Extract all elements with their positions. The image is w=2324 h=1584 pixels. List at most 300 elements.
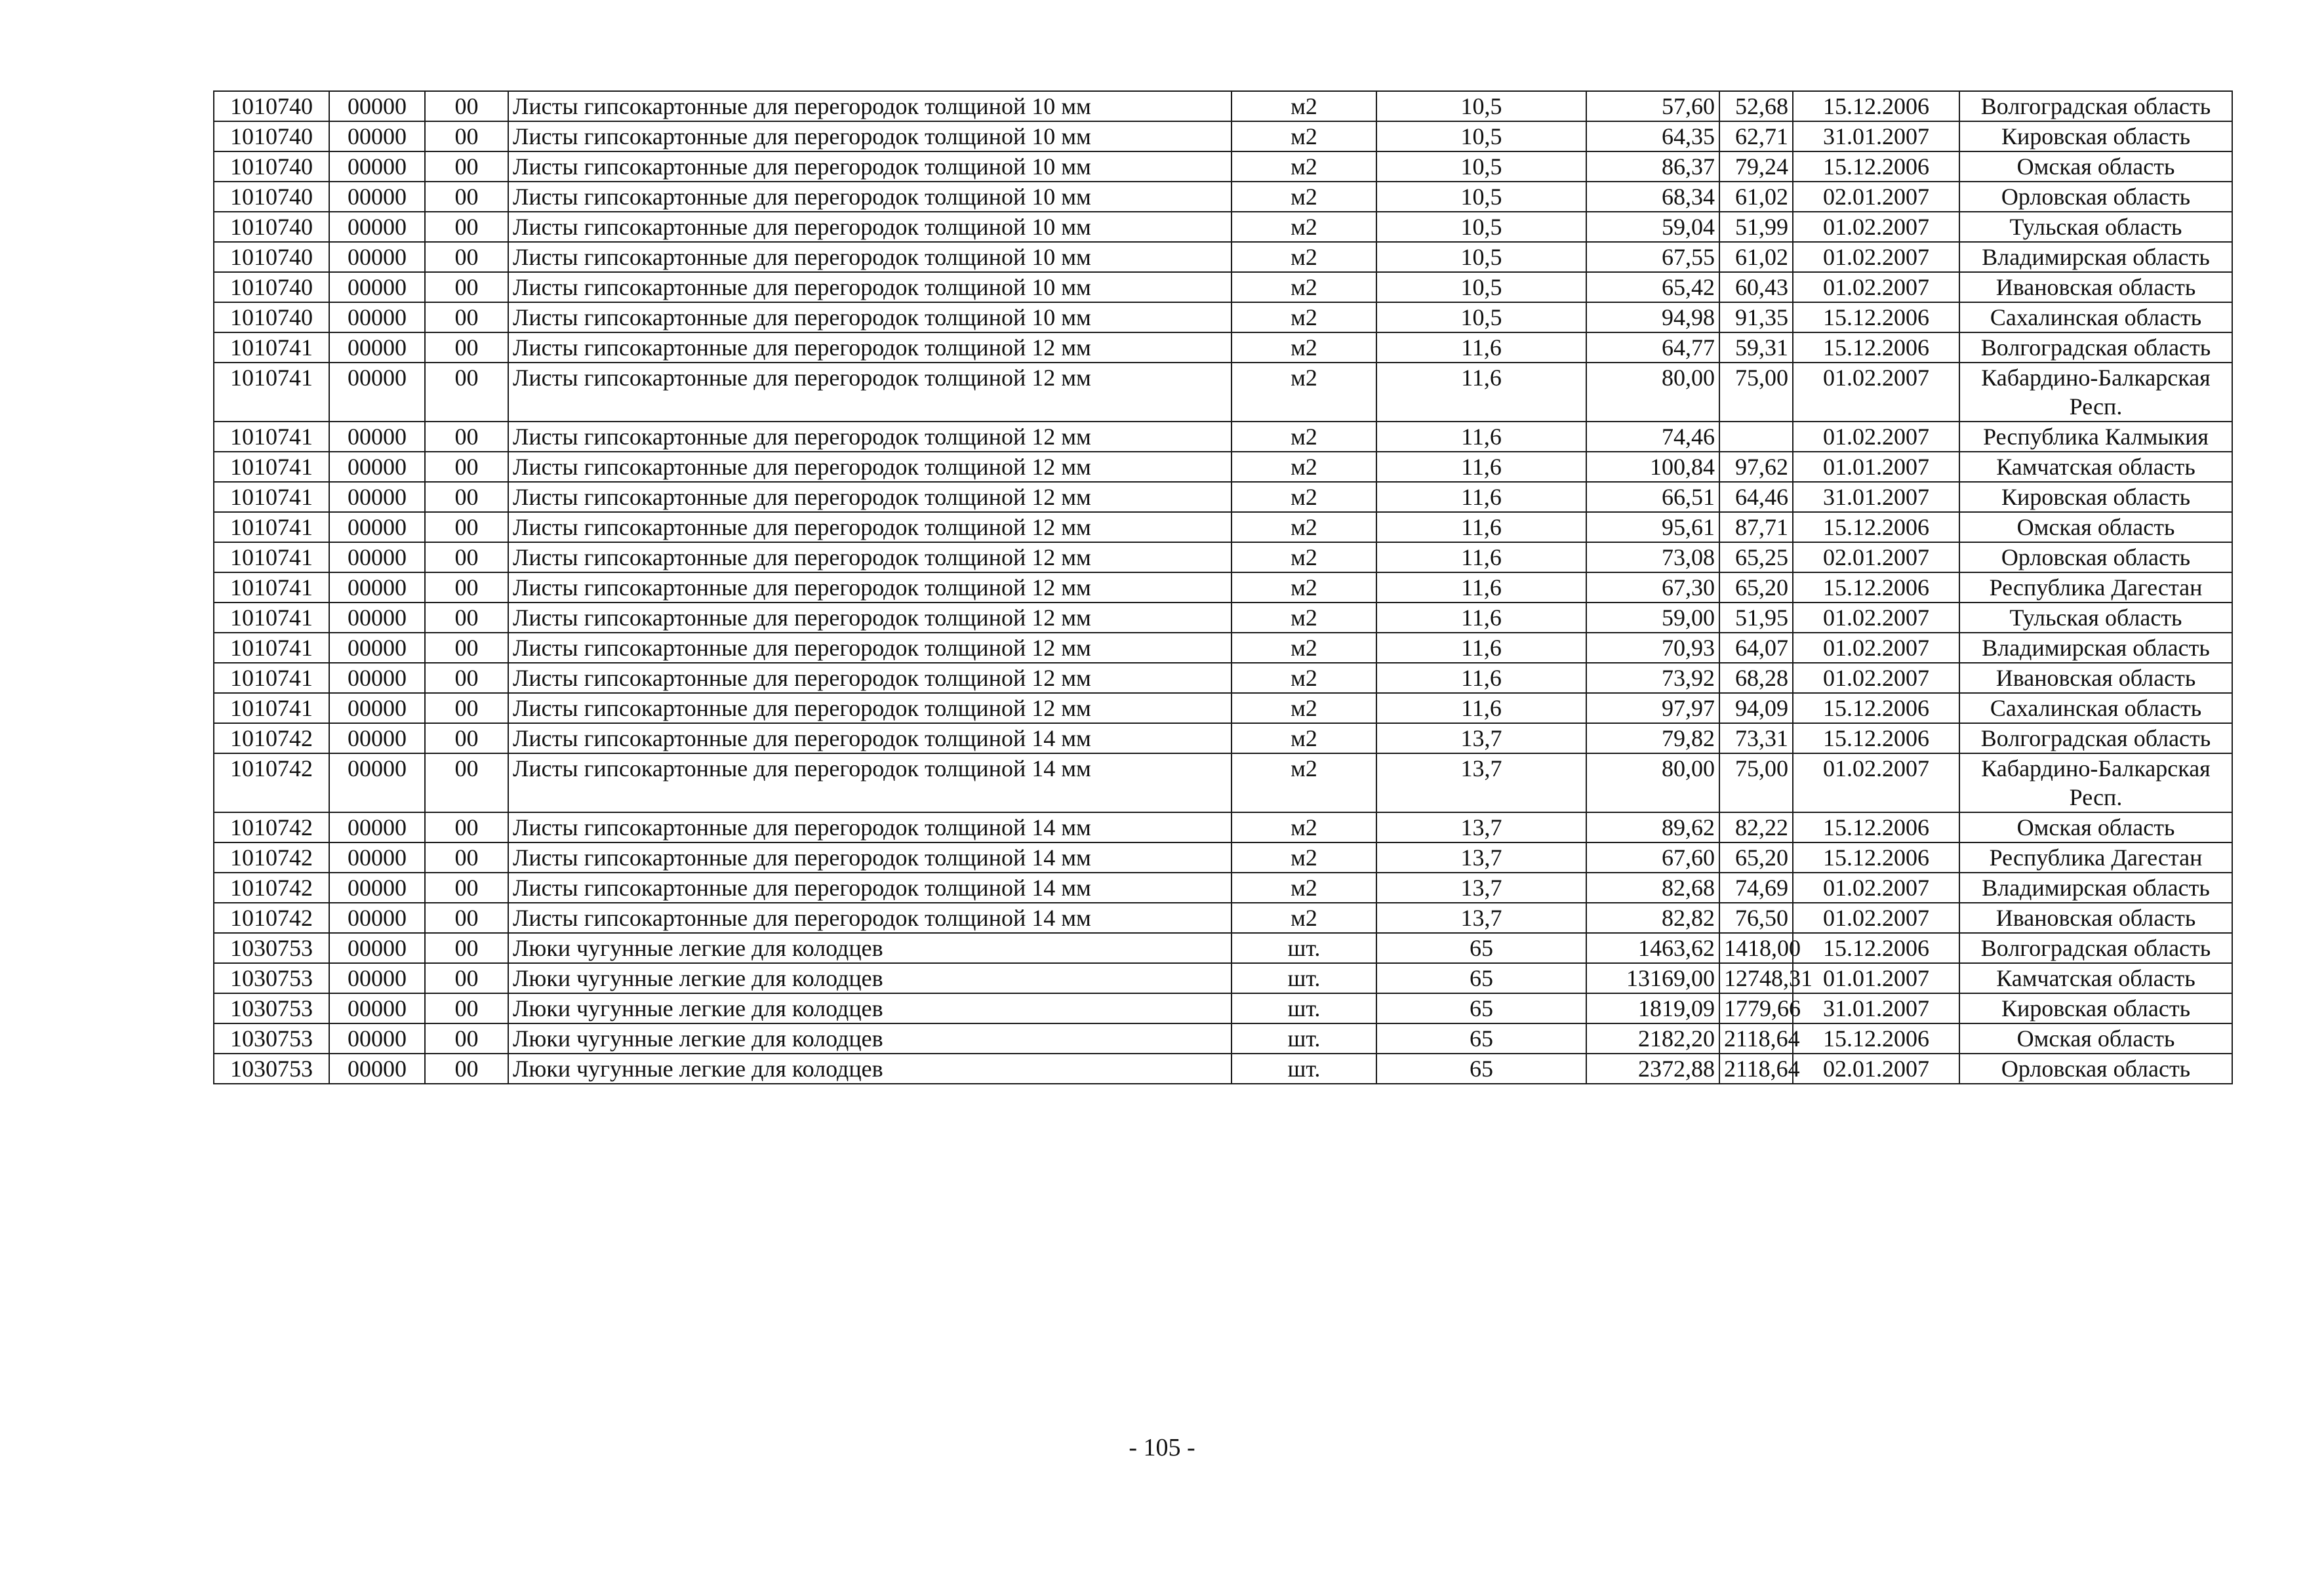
- unit-cell: м2: [1232, 542, 1376, 572]
- index-cell: 00: [425, 903, 508, 933]
- table-row: [214, 933, 2232, 963]
- table-row: [214, 212, 2232, 242]
- resource-code-cell: 1010740: [214, 212, 329, 242]
- index-cell: 00: [425, 572, 508, 603]
- resource-code-cell: 1010741: [214, 452, 329, 482]
- date-cell: 15.12.2006: [1793, 332, 1959, 363]
- name-cell: Листы гипсокартонные для перегородок толщиной 10 мм: [508, 151, 1232, 182]
- date-cell: 02.01.2007: [1793, 542, 1959, 572]
- sub-code-cell: 00000: [329, 873, 425, 903]
- sub-code-cell: 00000: [329, 903, 425, 933]
- unit-cell: м2: [1232, 723, 1376, 753]
- name-cell: Листы гипсокартонные для перегородок толщиной 10 мм: [508, 121, 1232, 151]
- name-cell: Листы гипсокартонные для перегородок толщиной 10 мм: [508, 302, 1232, 332]
- resource-code-cell: 1010741: [214, 422, 329, 452]
- table-row: [214, 151, 2232, 182]
- price-cell: 86,37: [1586, 151, 1719, 182]
- price-cell: 66,51: [1586, 482, 1719, 512]
- price-ex-vat-cell: 1779,66: [1719, 993, 1793, 1023]
- coefficient-cell: 13,7: [1376, 723, 1586, 753]
- resource-code-cell: 1030753: [214, 933, 329, 963]
- date-cell: 15.12.2006: [1793, 151, 1959, 182]
- table-row: [214, 663, 2232, 693]
- price-ex-vat-cell: 65,25: [1719, 542, 1793, 572]
- price-ex-vat-cell: 75,00: [1719, 363, 1793, 422]
- price-cell: 65,42: [1586, 272, 1719, 302]
- name-cell: Листы гипсокартонные для перегородок толщиной 12 мм: [508, 572, 1232, 603]
- coefficient-cell: 13,7: [1376, 903, 1586, 933]
- date-cell: 31.01.2007: [1793, 121, 1959, 151]
- unit-cell: м2: [1232, 121, 1376, 151]
- index-cell: 00: [425, 842, 508, 873]
- resource-code-cell: 1030753: [214, 993, 329, 1023]
- resource-code-cell: 1010742: [214, 873, 329, 903]
- coefficient-cell: 11,6: [1376, 603, 1586, 633]
- price-cell: 97,97: [1586, 693, 1719, 723]
- unit-cell: м2: [1232, 332, 1376, 363]
- date-cell: 01.01.2007: [1793, 963, 1959, 993]
- unit-cell: м2: [1232, 151, 1376, 182]
- name-cell: Листы гипсокартонные для перегородок толщиной 14 мм: [508, 903, 1232, 933]
- price-cell: 67,30: [1586, 572, 1719, 603]
- sub-code-cell: 00000: [329, 1023, 425, 1054]
- date-cell: 01.02.2007: [1793, 873, 1959, 903]
- price-ex-vat-cell: 62,71: [1719, 121, 1793, 151]
- sub-code-cell: 00000: [329, 151, 425, 182]
- region-cell: Владимирская область: [1959, 242, 2232, 272]
- resource-code-cell: 1010742: [214, 812, 329, 842]
- name-cell: Листы гипсокартонные для перегородок толщиной 14 мм: [508, 873, 1232, 903]
- price-ex-vat-cell: 64,07: [1719, 633, 1793, 663]
- resource-code-cell: 1030753: [214, 963, 329, 993]
- date-cell: 15.12.2006: [1793, 1023, 1959, 1054]
- region-cell: Волгоградская область: [1959, 91, 2232, 121]
- region-cell: Республика Дагестан: [1959, 572, 2232, 603]
- index-cell: 00: [425, 633, 508, 663]
- price-cell: 82,82: [1586, 903, 1719, 933]
- coefficient-cell: 10,5: [1376, 182, 1586, 212]
- name-cell: Листы гипсокартонные для перегородок толщиной 14 мм: [508, 812, 1232, 842]
- unit-cell: м2: [1232, 753, 1376, 812]
- date-cell: 15.12.2006: [1793, 933, 1959, 963]
- unit-cell: м2: [1232, 812, 1376, 842]
- name-cell: Листы гипсокартонные для перегородок толщиной 14 мм: [508, 723, 1232, 753]
- table-row: [214, 693, 2232, 723]
- price-cell: 13169,00: [1586, 963, 1719, 993]
- coefficient-cell: 11,6: [1376, 482, 1586, 512]
- sub-code-cell: 00000: [329, 182, 425, 212]
- table-row: [214, 422, 2232, 452]
- price-table: [213, 90, 2233, 1084]
- price-cell: 79,82: [1586, 723, 1719, 753]
- resource-code-cell: 1010740: [214, 121, 329, 151]
- region-cell: Орловская область: [1959, 542, 2232, 572]
- name-cell: Листы гипсокартонные для перегородок толщиной 10 мм: [508, 91, 1232, 121]
- name-cell: Листы гипсокартонные для перегородок толщиной 12 мм: [508, 512, 1232, 542]
- price-cell: 59,04: [1586, 212, 1719, 242]
- sub-code-cell: 00000: [329, 1054, 425, 1084]
- name-cell: Листы гипсокартонные для перегородок толщиной 12 мм: [508, 482, 1232, 512]
- sub-code-cell: 00000: [329, 272, 425, 302]
- date-cell: 31.01.2007: [1793, 993, 1959, 1023]
- region-cell: Владимирская область: [1959, 873, 2232, 903]
- price-cell: 2372,88: [1586, 1054, 1719, 1084]
- region-cell: Омская область: [1959, 151, 2232, 182]
- name-cell: Листы гипсокартонные для перегородок толщиной 12 мм: [508, 603, 1232, 633]
- index-cell: 00: [425, 272, 508, 302]
- table-row: [214, 482, 2232, 512]
- coefficient-cell: 11,6: [1376, 363, 1586, 422]
- unit-cell: м2: [1232, 903, 1376, 933]
- table-row: [214, 363, 2232, 422]
- coefficient-cell: 11,6: [1376, 693, 1586, 723]
- price-ex-vat-cell: [1719, 422, 1793, 452]
- coefficient-cell: 10,5: [1376, 242, 1586, 272]
- date-cell: 15.12.2006: [1793, 91, 1959, 121]
- index-cell: 00: [425, 121, 508, 151]
- price-ex-vat-cell: 97,62: [1719, 452, 1793, 482]
- coefficient-cell: 11,6: [1376, 663, 1586, 693]
- index-cell: 00: [425, 332, 508, 363]
- region-cell: Камчатская область: [1959, 452, 2232, 482]
- resource-code-cell: 1010741: [214, 633, 329, 663]
- coefficient-cell: 13,7: [1376, 812, 1586, 842]
- table-row: [214, 512, 2232, 542]
- table-row: [214, 1054, 2232, 1084]
- sub-code-cell: 00000: [329, 993, 425, 1023]
- coefficient-cell: 10,5: [1376, 91, 1586, 121]
- price-ex-vat-cell: 65,20: [1719, 572, 1793, 603]
- resource-code-cell: 1010741: [214, 603, 329, 633]
- table-row: [214, 723, 2232, 753]
- coefficient-cell: 65: [1376, 1023, 1586, 1054]
- unit-cell: шт.: [1232, 933, 1376, 963]
- coefficient-cell: 13,7: [1376, 873, 1586, 903]
- region-cell: Ивановская область: [1959, 272, 2232, 302]
- date-cell: 15.12.2006: [1793, 302, 1959, 332]
- sub-code-cell: 00000: [329, 363, 425, 422]
- table-row: [214, 91, 2232, 121]
- index-cell: 00: [425, 182, 508, 212]
- name-cell: Листы гипсокартонные для перегородок толщиной 14 мм: [508, 842, 1232, 873]
- name-cell: Листы гипсокартонные для перегородок толщиной 10 мм: [508, 182, 1232, 212]
- price-cell: 59,00: [1586, 603, 1719, 633]
- date-cell: 01.02.2007: [1793, 242, 1959, 272]
- name-cell: Листы гипсокартонные для перегородок толщиной 12 мм: [508, 633, 1232, 663]
- sub-code-cell: 00000: [329, 572, 425, 603]
- sub-code-cell: 00000: [329, 482, 425, 512]
- region-cell: Тульская область: [1959, 603, 2232, 633]
- resource-code-cell: 1010742: [214, 903, 329, 933]
- name-cell: Листы гипсокартонные для перегородок толщиной 12 мм: [508, 332, 1232, 363]
- region-cell: Камчатская область: [1959, 963, 2232, 993]
- price-ex-vat-cell: 79,24: [1719, 151, 1793, 182]
- resource-code-cell: 1010742: [214, 723, 329, 753]
- sub-code-cell: 00000: [329, 633, 425, 663]
- resource-code-cell: 1010740: [214, 242, 329, 272]
- index-cell: 00: [425, 422, 508, 452]
- unit-cell: шт.: [1232, 963, 1376, 993]
- sub-code-cell: 00000: [329, 302, 425, 332]
- sub-code-cell: 00000: [329, 212, 425, 242]
- coefficient-cell: 11,6: [1376, 572, 1586, 603]
- coefficient-cell: 11,6: [1376, 452, 1586, 482]
- region-cell: Сахалинская область: [1959, 693, 2232, 723]
- name-cell: Листы гипсокартонные для перегородок толщиной 12 мм: [508, 542, 1232, 572]
- resource-code-cell: 1030753: [214, 1023, 329, 1054]
- price-ex-vat-cell: 65,20: [1719, 842, 1793, 873]
- index-cell: 00: [425, 963, 508, 993]
- unit-cell: м2: [1232, 212, 1376, 242]
- sub-code-cell: 00000: [329, 542, 425, 572]
- sub-code-cell: 00000: [329, 452, 425, 482]
- date-cell: 01.02.2007: [1793, 663, 1959, 693]
- unit-cell: м2: [1232, 272, 1376, 302]
- resource-code-cell: 1010741: [214, 482, 329, 512]
- date-cell: 01.02.2007: [1793, 272, 1959, 302]
- name-cell: Люки чугунные легкие для колодцев: [508, 933, 1232, 963]
- unit-cell: м2: [1232, 482, 1376, 512]
- sub-code-cell: 00000: [329, 91, 425, 121]
- index-cell: 00: [425, 753, 508, 812]
- region-cell: Волгоградская область: [1959, 933, 2232, 963]
- price-cell: 1819,09: [1586, 993, 1719, 1023]
- price-cell: 73,08: [1586, 542, 1719, 572]
- index-cell: 00: [425, 723, 508, 753]
- price-cell: 74,46: [1586, 422, 1719, 452]
- index-cell: 00: [425, 482, 508, 512]
- resource-code-cell: 1010741: [214, 663, 329, 693]
- name-cell: Люки чугунные легкие для колодцев: [508, 1023, 1232, 1054]
- coefficient-cell: 11,6: [1376, 542, 1586, 572]
- coefficient-cell: 10,5: [1376, 302, 1586, 332]
- sub-code-cell: 00000: [329, 512, 425, 542]
- coefficient-cell: 11,6: [1376, 512, 1586, 542]
- price-cell: 70,93: [1586, 633, 1719, 663]
- date-cell: 01.02.2007: [1793, 422, 1959, 452]
- table-row: [214, 753, 2232, 812]
- sub-code-cell: 00000: [329, 663, 425, 693]
- price-ex-vat-cell: 75,00: [1719, 753, 1793, 812]
- table-row: [214, 603, 2232, 633]
- index-cell: 00: [425, 1054, 508, 1084]
- table-row: [214, 812, 2232, 842]
- table-row: [214, 542, 2232, 572]
- sub-code-cell: 00000: [329, 603, 425, 633]
- table-row: [214, 242, 2232, 272]
- resource-code-cell: 1010740: [214, 91, 329, 121]
- table-body: [214, 91, 2232, 1084]
- region-cell: Орловская область: [1959, 1054, 2232, 1084]
- sub-code-cell: 00000: [329, 723, 425, 753]
- sub-code-cell: 00000: [329, 242, 425, 272]
- name-cell: Люки чугунные легкие для колодцев: [508, 963, 1232, 993]
- table-row: [214, 272, 2232, 302]
- unit-cell: м2: [1232, 572, 1376, 603]
- price-ex-vat-cell: 76,50: [1719, 903, 1793, 933]
- price-cell: 82,68: [1586, 873, 1719, 903]
- coefficient-cell: 65: [1376, 963, 1586, 993]
- unit-cell: м2: [1232, 452, 1376, 482]
- coefficient-cell: 65: [1376, 993, 1586, 1023]
- price-ex-vat-cell: 2118,64: [1719, 1023, 1793, 1054]
- region-cell: Ивановская область: [1959, 663, 2232, 693]
- unit-cell: м2: [1232, 663, 1376, 693]
- resource-code-cell: 1010740: [214, 182, 329, 212]
- resource-code-cell: 1030753: [214, 1054, 329, 1084]
- price-cell: 80,00: [1586, 363, 1719, 422]
- price-ex-vat-cell: 94,09: [1719, 693, 1793, 723]
- region-cell: Сахалинская область: [1959, 302, 2232, 332]
- table-row: [214, 332, 2232, 363]
- unit-cell: м2: [1232, 512, 1376, 542]
- index-cell: 00: [425, 302, 508, 332]
- unit-cell: м2: [1232, 842, 1376, 873]
- sub-code-cell: 00000: [329, 693, 425, 723]
- table-row: [214, 873, 2232, 903]
- table-row: [214, 452, 2232, 482]
- unit-cell: м2: [1232, 603, 1376, 633]
- index-cell: 00: [425, 693, 508, 723]
- price-ex-vat-cell: 61,02: [1719, 182, 1793, 212]
- price-cell: 68,34: [1586, 182, 1719, 212]
- table-row: [214, 182, 2232, 212]
- price-cell: 67,60: [1586, 842, 1719, 873]
- region-cell: Тульская область: [1959, 212, 2232, 242]
- date-cell: 15.12.2006: [1793, 512, 1959, 542]
- price-ex-vat-cell: 2118,64: [1719, 1054, 1793, 1084]
- resource-code-cell: 1010740: [214, 272, 329, 302]
- region-cell: Ивановская область: [1959, 903, 2232, 933]
- index-cell: 00: [425, 873, 508, 903]
- price-ex-vat-cell: 64,46: [1719, 482, 1793, 512]
- region-cell: Волгоградская область: [1959, 332, 2232, 363]
- index-cell: 00: [425, 151, 508, 182]
- name-cell: Листы гипсокартонные для перегородок толщиной 14 мм: [508, 753, 1232, 812]
- region-cell: Омская область: [1959, 512, 2232, 542]
- index-cell: 00: [425, 993, 508, 1023]
- region-cell: Республика Дагестан: [1959, 842, 2232, 873]
- sub-code-cell: 00000: [329, 332, 425, 363]
- name-cell: Листы гипсокартонные для перегородок толщиной 12 мм: [508, 363, 1232, 422]
- coefficient-cell: 11,6: [1376, 422, 1586, 452]
- resource-code-cell: 1010740: [214, 151, 329, 182]
- coefficient-cell: 11,6: [1376, 332, 1586, 363]
- sub-code-cell: 00000: [329, 933, 425, 963]
- resource-code-cell: 1010741: [214, 332, 329, 363]
- table-row: [214, 963, 2232, 993]
- price-cell: 80,00: [1586, 753, 1719, 812]
- sub-code-cell: 00000: [329, 963, 425, 993]
- index-cell: 00: [425, 1023, 508, 1054]
- index-cell: 00: [425, 512, 508, 542]
- table-row: [214, 302, 2232, 332]
- name-cell: Листы гипсокартонные для перегородок толщиной 10 мм: [508, 272, 1232, 302]
- unit-cell: м2: [1232, 363, 1376, 422]
- price-ex-vat-cell: 51,95: [1719, 603, 1793, 633]
- price-ex-vat-cell: 68,28: [1719, 663, 1793, 693]
- date-cell: 01.02.2007: [1793, 753, 1959, 812]
- coefficient-cell: 10,5: [1376, 121, 1586, 151]
- region-cell: Кабардино-Балкарская Респ.: [1959, 753, 2232, 812]
- index-cell: 00: [425, 452, 508, 482]
- coefficient-cell: 10,5: [1376, 272, 1586, 302]
- price-cell: 94,98: [1586, 302, 1719, 332]
- coefficient-cell: 10,5: [1376, 212, 1586, 242]
- name-cell: Листы гипсокартонные для перегородок толщиной 10 мм: [508, 242, 1232, 272]
- resource-code-cell: 1010740: [214, 302, 329, 332]
- unit-cell: м2: [1232, 633, 1376, 663]
- date-cell: 02.01.2007: [1793, 182, 1959, 212]
- region-cell: Кировская область: [1959, 482, 2232, 512]
- date-cell: 01.02.2007: [1793, 363, 1959, 422]
- unit-cell: шт.: [1232, 1023, 1376, 1054]
- unit-cell: м2: [1232, 242, 1376, 272]
- index-cell: 00: [425, 812, 508, 842]
- index-cell: 00: [425, 212, 508, 242]
- coefficient-cell: 10,5: [1376, 151, 1586, 182]
- price-cell: 95,61: [1586, 512, 1719, 542]
- price-ex-vat-cell: 60,43: [1719, 272, 1793, 302]
- date-cell: 15.12.2006: [1793, 812, 1959, 842]
- table-row: [214, 633, 2232, 663]
- price-cell: 64,77: [1586, 332, 1719, 363]
- region-cell: Кабардино-Балкарская Респ.: [1959, 363, 2232, 422]
- coefficient-cell: 13,7: [1376, 753, 1586, 812]
- sub-code-cell: 00000: [329, 422, 425, 452]
- table-row: [214, 572, 2232, 603]
- price-ex-vat-cell: 1418,00: [1719, 933, 1793, 963]
- unit-cell: м2: [1232, 693, 1376, 723]
- price-cell: 1463,62: [1586, 933, 1719, 963]
- unit-cell: шт.: [1232, 1054, 1376, 1084]
- price-cell: 64,35: [1586, 121, 1719, 151]
- price-cell: 73,92: [1586, 663, 1719, 693]
- region-cell: Орловская область: [1959, 182, 2232, 212]
- unit-cell: м2: [1232, 873, 1376, 903]
- price-cell: 57,60: [1586, 91, 1719, 121]
- unit-cell: м2: [1232, 302, 1376, 332]
- date-cell: 01.02.2007: [1793, 212, 1959, 242]
- price-cell: 67,55: [1586, 242, 1719, 272]
- coefficient-cell: 65: [1376, 933, 1586, 963]
- sub-code-cell: 00000: [329, 842, 425, 873]
- sub-code-cell: 00000: [329, 121, 425, 151]
- price-cell: 2182,20: [1586, 1023, 1719, 1054]
- date-cell: 15.12.2006: [1793, 572, 1959, 603]
- page-number: - 105 -: [1129, 1434, 1195, 1461]
- date-cell: 15.12.2006: [1793, 842, 1959, 873]
- region-cell: Омская область: [1959, 812, 2232, 842]
- region-cell: Кировская область: [1959, 993, 2232, 1023]
- unit-cell: шт.: [1232, 993, 1376, 1023]
- date-cell: 01.02.2007: [1793, 903, 1959, 933]
- price-cell: 100,84: [1586, 452, 1719, 482]
- date-cell: 31.01.2007: [1793, 482, 1959, 512]
- resource-code-cell: 1010742: [214, 842, 329, 873]
- resource-code-cell: 1010741: [214, 512, 329, 542]
- coefficient-cell: 11,6: [1376, 633, 1586, 663]
- date-cell: 01.01.2007: [1793, 452, 1959, 482]
- price-ex-vat-cell: 52,68: [1719, 91, 1793, 121]
- price-cell: 89,62: [1586, 812, 1719, 842]
- price-ex-vat-cell: 51,99: [1719, 212, 1793, 242]
- resource-code-cell: 1010741: [214, 363, 329, 422]
- index-cell: 00: [425, 542, 508, 572]
- coefficient-cell: 13,7: [1376, 842, 1586, 873]
- date-cell: 01.02.2007: [1793, 633, 1959, 663]
- resource-code-cell: 1010741: [214, 693, 329, 723]
